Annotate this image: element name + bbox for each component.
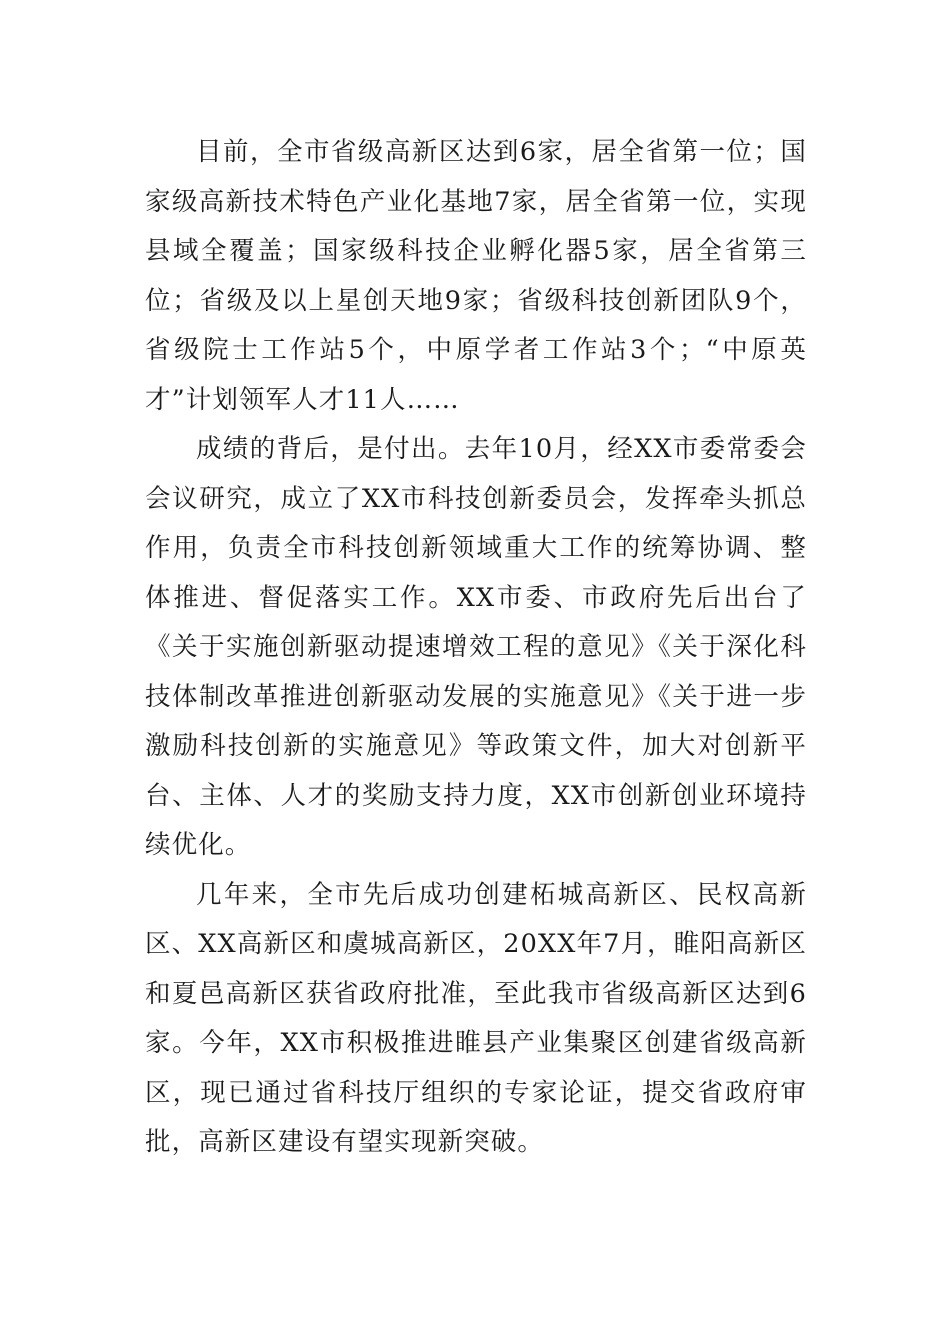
paragraph-background: 成绩的背后，是付出。去年10月，经XX市委常委会会议研究，成立了XX市科技创新委员会，发挥牵头抓总作用，负责全市科技创新领域重大工作的统筹协调、整体推进、督促落实工作。XX市委、市政府先后出台了《关于实施创新驱动提速增效工程的意见》《关于深化科技体制改革推进创新驱动发展的实施意见》《关于进一步激励科技创新的实施意见》等政策文件，加大对创新平台、主体、人才的奖励支持力度，XX市创新创业环境持续优化。 — [145, 434, 807, 860]
document-body — [145, 128, 807, 1168]
paragraph-achievements: 目前，全市省级高新区达到6家，居全省第一位；国家级高新技术特色产业化基地7家，居全省第一位，实现县域全覆盖；国家级科技企业孵化器5家，居全省第三位；省级及以上星创天地9家；省级科技创新团队9个，省级院士工作站5个，中原学者工作站3个；“中原英才”计划领军人才11人…… — [145, 137, 807, 415]
paragraph-high-tech-zones: 几年来，全市先后成功创建柘城高新区、民权高新区、XX高新区和虞城高新区，20XX年7月，睢阳高新区和夏邑高新区获省政府批准，至此我市省级高新区达到6家。今年，XX市积极推进睢县产业集聚区创建省级高新区，现已通过省科技厅组织的专家论证，提交省政府审批，高新区建设有望实现新突破。 — [145, 879, 807, 1157]
